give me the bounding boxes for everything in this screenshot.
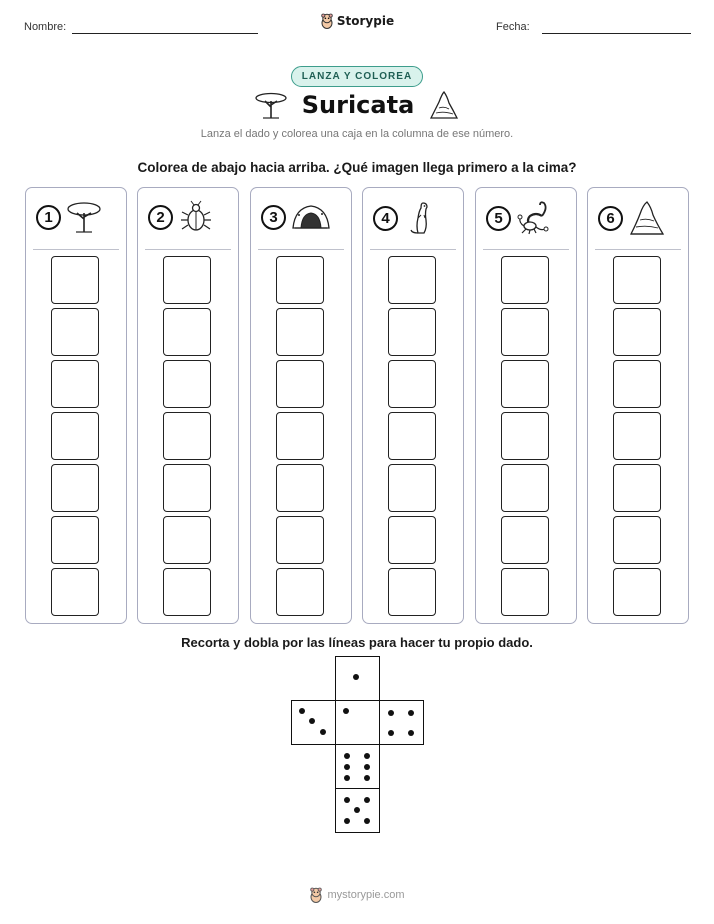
color-box[interactable] — [163, 516, 211, 564]
meerkat-icon — [403, 200, 439, 236]
color-box[interactable] — [613, 412, 661, 460]
color-box[interactable] — [163, 412, 211, 460]
termite-mound-icon — [428, 90, 460, 120]
color-box[interactable] — [613, 568, 661, 616]
column-number: 4 — [373, 206, 398, 231]
color-box[interactable] — [388, 256, 436, 304]
color-box[interactable] — [501, 412, 549, 460]
column-number: 6 — [598, 206, 623, 231]
column-number: 5 — [486, 206, 511, 231]
column-header — [486, 200, 556, 236]
color-box[interactable] — [388, 516, 436, 564]
die-pip — [309, 718, 315, 724]
die-pip — [408, 710, 414, 716]
die-face-five — [335, 788, 380, 833]
color-box[interactable] — [51, 464, 99, 512]
color-box[interactable] — [51, 568, 99, 616]
footer-url[interactable]: mystorypie.com — [327, 889, 405, 901]
die-face-six — [335, 744, 380, 789]
die-pip — [364, 764, 370, 770]
beetle-icon — [178, 200, 214, 234]
activity-badge: LANZA Y COLOREA — [291, 66, 423, 87]
die-pip — [320, 729, 326, 735]
column-3 — [250, 187, 352, 624]
color-box[interactable] — [51, 360, 99, 408]
instructions: Colorea de abajo hacia arriba. ¿Qué imagen llega primero a la cima? — [137, 160, 577, 175]
page-title: Suricata — [301, 91, 415, 119]
die-pip — [388, 730, 394, 736]
die-pip — [344, 764, 350, 770]
column-divider — [145, 249, 231, 250]
column-divider — [33, 249, 119, 250]
column-divider — [258, 249, 344, 250]
color-box[interactable] — [51, 256, 99, 304]
color-box[interactable] — [276, 516, 324, 564]
color-box[interactable] — [276, 256, 324, 304]
die-face-three — [291, 700, 336, 745]
die-pip — [353, 674, 359, 680]
color-box[interactable] — [501, 360, 549, 408]
date-line — [542, 33, 691, 34]
die-pip — [344, 775, 350, 781]
die-pip — [344, 797, 350, 803]
color-box[interactable] — [613, 516, 661, 564]
color-box[interactable] — [163, 568, 211, 616]
die-face-one — [335, 656, 380, 701]
color-box[interactable] — [276, 464, 324, 512]
color-box[interactable] — [501, 256, 549, 304]
activity-badge-wrap — [0, 66, 714, 87]
cut-instructions: Recorta y dobla por las líneas para hacer tu propio dado. — [181, 635, 533, 650]
die-pip — [344, 753, 350, 759]
color-box[interactable] — [613, 464, 661, 512]
color-box[interactable] — [276, 360, 324, 408]
die-pip — [388, 710, 394, 716]
date-label: Fecha: — [496, 21, 530, 33]
termite-mound-icon — [628, 200, 666, 236]
color-box[interactable] — [51, 412, 99, 460]
color-box[interactable] — [613, 256, 661, 304]
column-divider — [370, 249, 456, 250]
column-4 — [362, 187, 464, 624]
color-box[interactable] — [51, 308, 99, 356]
color-box[interactable] — [501, 308, 549, 356]
die-face-one-center — [335, 700, 380, 745]
color-box[interactable] — [163, 308, 211, 356]
footer — [0, 887, 714, 908]
column-6 — [587, 187, 689, 624]
color-box[interactable] — [163, 360, 211, 408]
die-pip — [408, 730, 414, 736]
color-box[interactable] — [163, 256, 211, 304]
color-box[interactable] — [388, 464, 436, 512]
column-divider — [483, 249, 569, 250]
die-pip — [364, 818, 370, 824]
column-divider — [595, 249, 681, 250]
color-box[interactable] — [163, 464, 211, 512]
die-pip — [354, 807, 360, 813]
die-pip — [299, 708, 305, 714]
column-header — [598, 200, 666, 236]
column-5 — [475, 187, 577, 624]
die-pip — [344, 818, 350, 824]
color-box[interactable] — [388, 308, 436, 356]
color-box[interactable] — [51, 516, 99, 564]
column-1 — [25, 187, 127, 624]
acacia-tree-icon — [254, 91, 288, 119]
color-box[interactable] — [613, 308, 661, 356]
die-pip — [364, 775, 370, 781]
column-2 — [137, 187, 239, 624]
column-number: 1 — [36, 205, 61, 230]
column-header — [148, 200, 214, 234]
brand-name: Storypie — [336, 14, 395, 28]
subtitle: Lanza el dado y colorea una caja en la columna de ese número. — [200, 128, 514, 140]
color-box[interactable] — [501, 464, 549, 512]
color-box[interactable] — [501, 516, 549, 564]
die-face-two — [379, 700, 424, 745]
color-box[interactable] — [276, 568, 324, 616]
column-header — [373, 200, 439, 236]
column-number: 3 — [261, 205, 286, 230]
color-box[interactable] — [388, 412, 436, 460]
die-pip — [364, 753, 370, 759]
color-box[interactable] — [276, 308, 324, 356]
color-box[interactable] — [388, 360, 436, 408]
column-number: 2 — [148, 205, 173, 230]
burrow-icon — [291, 200, 331, 234]
column-header — [261, 200, 331, 234]
color-box[interactable] — [613, 360, 661, 408]
name-label: Nombre: — [24, 21, 67, 33]
meerkat-mascot-icon — [309, 887, 323, 903]
color-box[interactable] — [501, 568, 549, 616]
die-pip — [343, 708, 349, 714]
meerkat-mascot-icon — [320, 13, 334, 29]
title-row — [0, 90, 714, 120]
scorpion-icon — [516, 200, 556, 236]
acacia-tree-icon — [66, 200, 102, 234]
color-box[interactable] — [276, 412, 324, 460]
die-pip — [364, 797, 370, 803]
color-box[interactable] — [388, 568, 436, 616]
column-header — [36, 200, 102, 234]
brand-logo — [0, 13, 714, 34]
